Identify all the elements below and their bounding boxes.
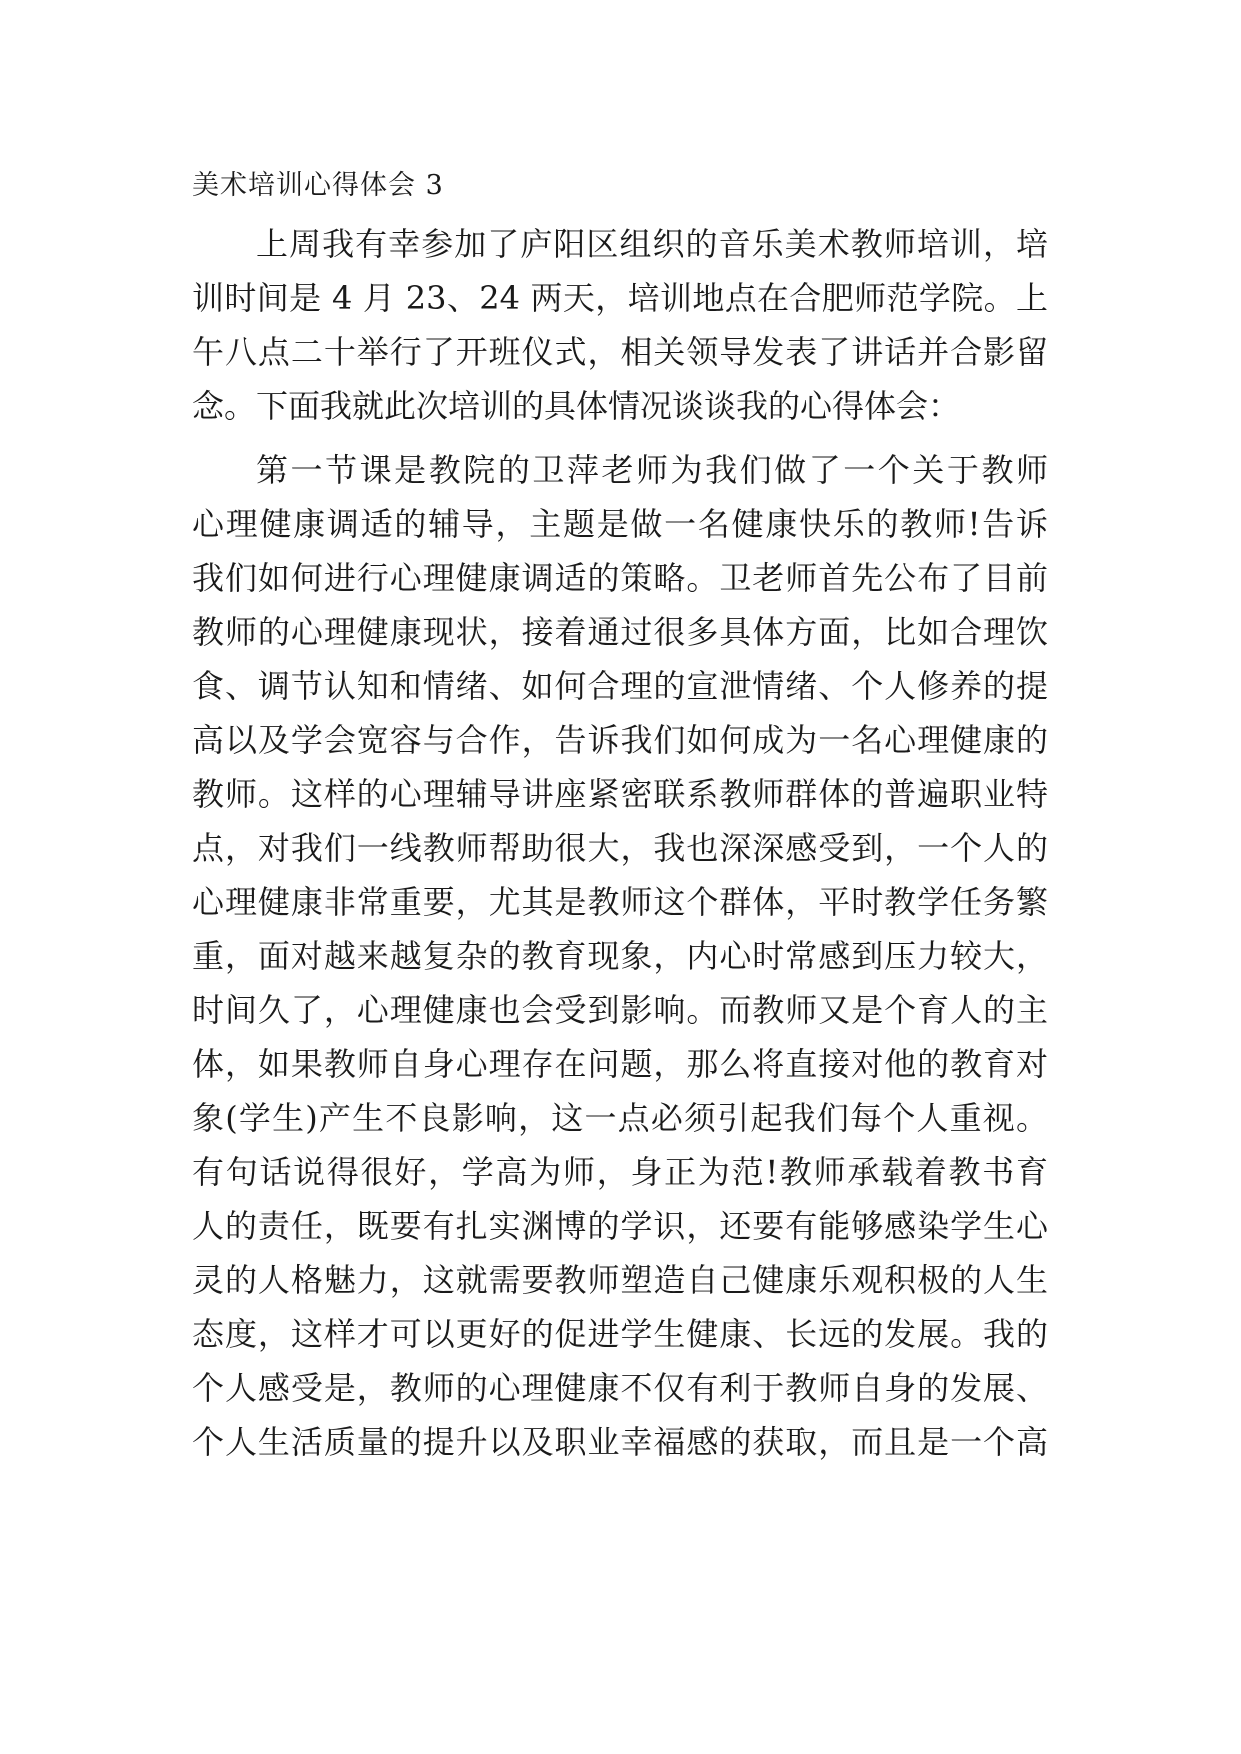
paragraph-line: 午八点二十举行了开班仪式，相关领导发表了讲话并合影留 [192, 333, 1048, 371]
document-title: 美术培训心得体会 3 [192, 170, 444, 201]
paragraph-line: 高以及学会宽容与合作，告诉我们如何成为一名心理健康的 [192, 721, 1048, 759]
paragraph-line: 训时间是 4 月 23、24 两天，培训地点在合肥师范学院。上 [192, 279, 1048, 317]
paragraph-line: 象(学生)产生不良影响，这一点必须引起我们每个人重视。 [192, 1099, 1048, 1137]
paragraph-line: 个人生活质量的提升以及职业幸福感的获取，而且是一个高 [192, 1423, 1048, 1461]
paragraph-line: 教师的心理健康现状，接着通过很多具体方面，比如合理饮 [192, 613, 1048, 651]
paragraph-line: 体，如果教师自身心理存在问题，那么将直接对他的教育对 [192, 1045, 1048, 1083]
paragraph-line: 心理健康调适的辅导，主题是做一名健康快乐的教师!告诉 [192, 505, 1048, 543]
paragraph-line: 重，面对越来越复杂的教育现象，内心时常感到压力较大， [192, 937, 1048, 975]
paragraph-line: 我们如何进行心理健康调适的策略。卫老师首先公布了目前 [192, 559, 1048, 597]
paragraph-line: 教师。这样的心理辅导讲座紧密联系教师群体的普遍职业特 [192, 775, 1048, 813]
paragraph-line: 第一节课是教院的卫萍老师为我们做了一个关于教师 [256, 451, 1048, 489]
paragraph-line: 态度，这样才可以更好的促进学生健康、长远的发展。我的 [192, 1315, 1048, 1353]
paragraph-line: 个人感受是，教师的心理健康不仅有利于教师自身的发展、 [192, 1369, 1048, 1407]
paragraph-line: 念。下面我就此次培训的具体情况谈谈我的心得体会： [192, 387, 961, 425]
paragraph-line: 心理健康非常重要，尤其是教师这个群体，平时教学任务繁 [192, 883, 1048, 921]
paragraph-line: 时间久了，心理健康也会受到影响。而教师又是个育人的主 [192, 991, 1048, 1029]
paragraph-line: 点，对我们一线教师帮助很大，我也深深感受到，一个人的 [192, 829, 1048, 867]
paragraph-line: 人的责任，既要有扎实渊博的学识，还要有能够感染学生心 [192, 1207, 1048, 1245]
paragraph-line: 有句话说得很好，学高为师，身正为范!教师承载着教书育 [192, 1153, 1048, 1191]
paragraph-line: 食、调节认知和情绪、如何合理的宣泄情绪、个人修养的提 [192, 667, 1048, 705]
paragraph-line: 灵的人格魅力，这就需要教师塑造自己健康乐观积极的人生 [192, 1261, 1048, 1299]
paragraph-line: 上周我有幸参加了庐阳区组织的音乐美术教师培训，培 [256, 225, 1048, 263]
